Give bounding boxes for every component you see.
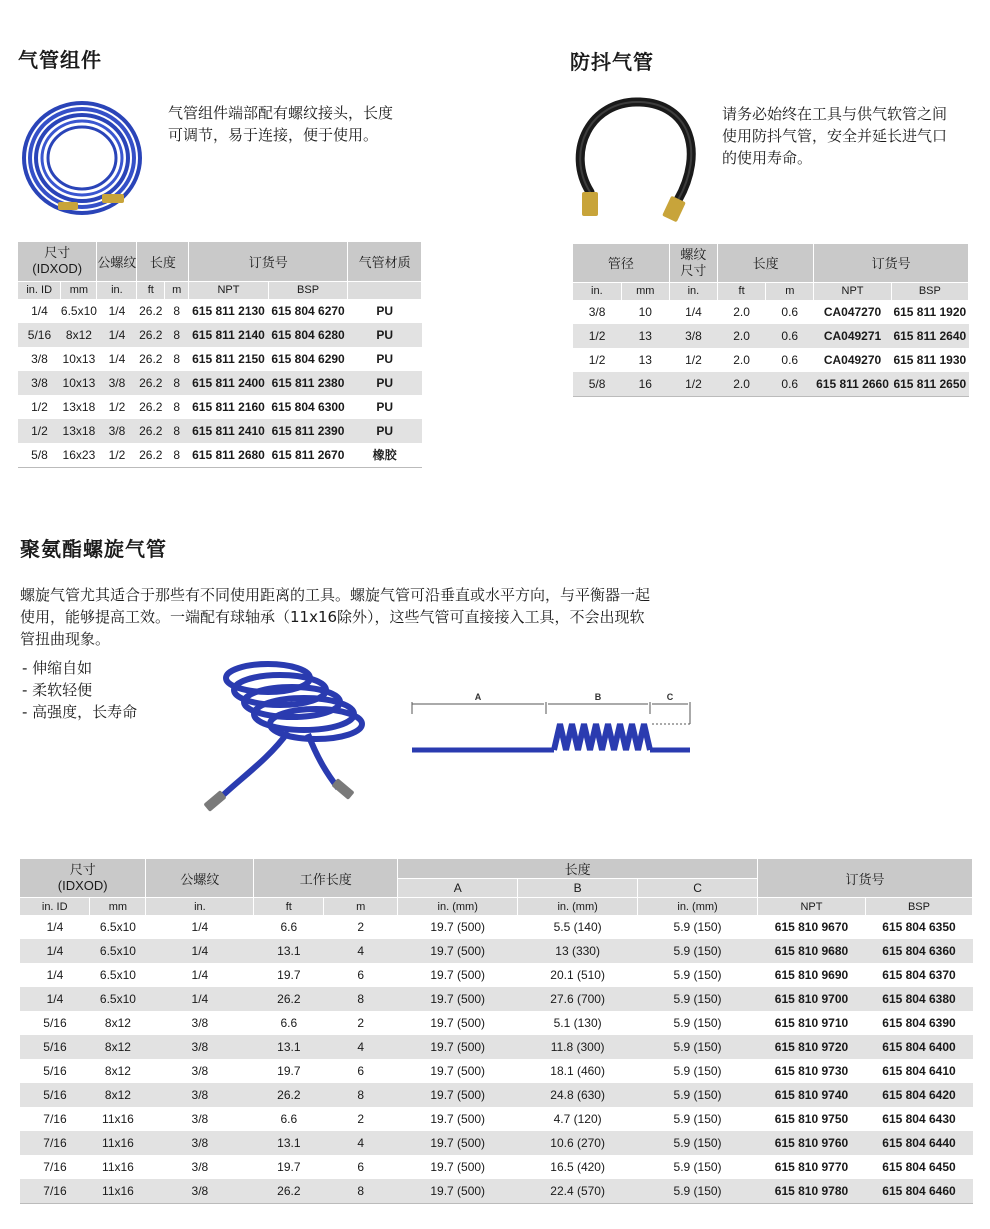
- label-b: B: [594, 692, 602, 702]
- table-cell: 19.7 (500): [430, 920, 486, 934]
- table-cell: 615 804 6460: [865, 1179, 972, 1204]
- table-cell: 615 810 9760: [758, 1131, 866, 1155]
- sub-in-mm-b: in. (mm): [518, 898, 638, 916]
- table-cell: 6.5x10: [99, 920, 136, 934]
- table-cell: 615 811 1920: [893, 304, 967, 319]
- table-cell: 11.8 (300): [518, 1035, 638, 1059]
- col-order-no: 订货号: [758, 859, 973, 898]
- table-cell: 8: [165, 419, 189, 443]
- table-cell: 8: [324, 987, 398, 1011]
- table-cell: 13: [621, 324, 669, 348]
- table-cell: 26.2: [254, 1083, 324, 1107]
- table-cell: 1/2: [685, 352, 702, 367]
- table-cell: 1/2: [108, 399, 126, 414]
- table-cell: 8: [173, 303, 181, 318]
- table-cell: 615 804 6390: [882, 1016, 956, 1030]
- description-line: 气管组件端部配有螺纹接头，长度: [168, 104, 394, 122]
- table-row: [20, 1131, 973, 1155]
- table-cell: 26.2: [139, 399, 163, 414]
- sub-empty: [348, 281, 422, 299]
- section3-description: [20, 584, 650, 650]
- section1-description: [168, 102, 393, 146]
- table-cell: 1/4: [685, 304, 702, 319]
- table-cell: 615 811 2140: [189, 323, 269, 347]
- sub-in-id: in. ID: [18, 281, 61, 299]
- col-thread: 公螺纹: [146, 859, 254, 898]
- table-cell: PU: [348, 419, 422, 443]
- table-cell: 615 810 9690: [774, 968, 849, 982]
- table-cell: 19.7 (500): [398, 1131, 518, 1155]
- table-cell: 22.4 (570): [518, 1179, 638, 1204]
- col-order-no: 订货号: [189, 242, 348, 281]
- table-row: [20, 1107, 973, 1131]
- table-cell: 5.9 (150): [673, 1016, 722, 1030]
- table-cell: 6.6: [280, 920, 298, 934]
- table-row: [18, 299, 422, 323]
- label-a: A: [474, 692, 482, 702]
- table-cell: 0.6: [781, 352, 799, 367]
- table-cell: 19.7 (500): [430, 1064, 486, 1078]
- table-cell: 10x13: [61, 371, 97, 395]
- table-cell: 18.1 (460): [550, 1064, 605, 1078]
- table-cell: 5.1 (130): [553, 1016, 602, 1030]
- table-cell: 11x16: [102, 1112, 134, 1126]
- table-cell: 11x16: [90, 1179, 146, 1204]
- table-cell: 615 804 6450: [882, 1160, 956, 1174]
- table-cell: 615 804 6400: [865, 1035, 972, 1059]
- sub-bsp: BSP: [268, 281, 348, 299]
- table-cell: 10x13: [62, 351, 96, 366]
- table-cell: 1/4: [20, 987, 90, 1011]
- label-c: C: [666, 692, 674, 702]
- table-cell: 5/16: [43, 1064, 67, 1078]
- whip-hose-image: [560, 92, 705, 224]
- table-cell: 615 810 9710: [774, 1016, 849, 1030]
- table-cell: 3/8: [191, 1112, 209, 1126]
- table-cell: 19.7 (500): [398, 987, 518, 1011]
- table-cell: 615 811 2650: [891, 372, 968, 397]
- table-cell: PU: [348, 371, 422, 395]
- col-thread-size: 螺纹 尺寸: [669, 244, 717, 282]
- table-cell: 13: [638, 352, 652, 367]
- table-cell: 1/4: [191, 920, 209, 934]
- table-cell: 5.9 (150): [673, 968, 722, 982]
- table-cell: 19.7 (500): [430, 1160, 486, 1174]
- table-row: [20, 963, 973, 987]
- sub-bsp: BSP: [865, 898, 972, 916]
- table-cell: 5.9 (150): [673, 1112, 722, 1126]
- description-line: 管扭曲现象。: [20, 630, 111, 648]
- table-cell: 8x12: [90, 1083, 146, 1107]
- table-cell: 5/8: [573, 372, 621, 397]
- section2-title: 防抖气管: [570, 50, 654, 74]
- table-cell: 615 804 6350: [882, 920, 956, 934]
- sub-m: m: [766, 282, 814, 300]
- table-cell: 1/4: [108, 351, 126, 366]
- table-cell: 7/16: [20, 1131, 90, 1155]
- table-cell: 3/8: [669, 324, 717, 348]
- table-cell: 13.1: [254, 1131, 324, 1155]
- table-cell: 1/4: [97, 323, 137, 347]
- table-cell: 3/8: [146, 1131, 254, 1155]
- table-cell: 1/2: [18, 419, 61, 443]
- table-cell: 5/16: [43, 1016, 67, 1030]
- table-cell: 1/4: [46, 920, 64, 934]
- table-cell: 26.2: [254, 1179, 324, 1204]
- table-cell: 615 804 6290: [271, 351, 345, 366]
- table-cell: PU: [348, 323, 422, 347]
- table-cell: 615 811 2640: [891, 324, 968, 348]
- table-row: [20, 1179, 973, 1204]
- table-cell: 615 811 2130: [192, 303, 265, 318]
- table-cell: 6.5x10: [60, 303, 97, 318]
- table-cell: 615 804 6440: [865, 1131, 972, 1155]
- description-line: 请务必始终在工具与供气软管之间: [722, 105, 948, 123]
- table-cell: 11x16: [102, 1160, 134, 1174]
- table-cell: 3/8: [146, 1179, 254, 1204]
- table-cell: 19.7: [277, 1160, 301, 1174]
- table-cell: 615 811 2160: [192, 399, 265, 414]
- table-cell: 19.7: [277, 1064, 301, 1078]
- table-cell: 615 810 9680: [758, 939, 866, 963]
- table-cell: 1/2: [669, 372, 717, 397]
- table-cell: 6.5x10: [99, 968, 136, 982]
- table-cell: 6: [357, 968, 365, 982]
- feature-list: [22, 657, 137, 723]
- table-cell: 19.7 (500): [430, 1112, 486, 1126]
- table-cell: 6.5x10: [90, 939, 146, 963]
- table-cell: 615 811 2150: [192, 351, 265, 366]
- table-cell: 4: [324, 939, 398, 963]
- table-cell: 4: [324, 1131, 398, 1155]
- table-cell: 8x12: [104, 1064, 131, 1078]
- table-row: [573, 324, 969, 348]
- table-cell: 5/16: [20, 1083, 90, 1107]
- table-cell: 2.0: [718, 324, 766, 348]
- table-cell: 1/4: [20, 939, 90, 963]
- table-cell: 8: [173, 351, 181, 366]
- table-cell: 7/16: [43, 1160, 67, 1174]
- table-cell: 615 810 9720: [758, 1035, 866, 1059]
- sub-in: in.: [573, 282, 621, 300]
- table-cell: 19.7 (500): [430, 1016, 486, 1030]
- sub-mm: mm: [61, 281, 97, 299]
- table-cell: 6.6: [280, 1112, 298, 1126]
- table-row: [573, 372, 969, 397]
- table-cell: 615 811 1930: [893, 352, 967, 367]
- col-thread: 公螺纹: [97, 242, 137, 281]
- sub-m: m: [324, 898, 398, 916]
- table-cell: 26.2: [137, 419, 165, 443]
- sub-ft: ft: [137, 281, 165, 299]
- table-cell: PU: [376, 351, 393, 366]
- table-cell: CA049270: [823, 352, 882, 367]
- feature-item: - 柔软轻便: [22, 681, 93, 699]
- table-cell: 1/2: [588, 352, 606, 367]
- table-cell: 10.6 (270): [518, 1131, 638, 1155]
- table-cell: 26.2: [139, 351, 163, 366]
- table-cell: 3/8: [191, 1064, 209, 1078]
- table-cell: 615 810 9700: [758, 987, 866, 1011]
- coil-hose-table: [20, 859, 973, 1204]
- hose-assembly-table: [18, 242, 422, 468]
- table-row: [573, 300, 969, 324]
- description-line: 螺旋气管尤其适合于那些有不同使用距离的工具。螺旋气管可沿垂直或水平方向，与平衡器一起: [20, 586, 651, 604]
- table-cell: 13x18: [61, 419, 97, 443]
- table-cell: 615 811 2660: [814, 372, 891, 397]
- table-cell: 5.9 (150): [638, 1131, 758, 1155]
- table-row: [20, 1059, 973, 1083]
- col-size: 尺寸 (IDXOD): [18, 242, 97, 281]
- table-cell: 0.6: [766, 324, 814, 348]
- table-cell: 2: [357, 1112, 365, 1126]
- table-cell: 2.0: [733, 304, 750, 319]
- table-cell: 橡胶: [348, 443, 422, 468]
- table-cell: PU: [376, 399, 393, 414]
- table-cell: 26.2: [137, 443, 165, 468]
- table-cell: 7/16: [43, 1112, 67, 1126]
- table-cell: 13 (330): [518, 939, 638, 963]
- table-row: [18, 419, 422, 443]
- table-cell: 26.2: [254, 987, 324, 1011]
- sub-in: in.: [146, 898, 254, 916]
- table-cell: 3/8: [146, 1035, 254, 1059]
- table-cell: 615 804 6300: [271, 399, 345, 414]
- sub-npt: NPT: [758, 898, 866, 916]
- table-cell: 8: [165, 443, 189, 468]
- table-row: [20, 939, 973, 963]
- table-cell: 6: [357, 1064, 365, 1078]
- table-cell: 8: [165, 371, 189, 395]
- table-cell: 615 810 9730: [774, 1064, 849, 1078]
- col-length-a: A: [398, 879, 518, 898]
- table-cell: 26.2: [139, 303, 163, 318]
- table-cell: 26.2: [137, 371, 165, 395]
- table-cell: 8: [173, 399, 181, 414]
- table-cell: 615 810 9770: [774, 1160, 849, 1174]
- table-cell: PU: [376, 303, 393, 318]
- table-cell: 5.9 (150): [638, 987, 758, 1011]
- sub-in-mm-c: in. (mm): [638, 898, 758, 916]
- col-order-no: 订货号: [814, 244, 969, 282]
- table-cell: 615 804 6430: [882, 1112, 956, 1126]
- table-cell: 5.9 (150): [638, 939, 758, 963]
- table-cell: 2: [357, 920, 365, 934]
- table-cell: 3/8: [18, 371, 61, 395]
- table-cell: 19.7 (500): [398, 1179, 518, 1204]
- table-cell: 5/16: [18, 323, 61, 347]
- sub-ft: ft: [254, 898, 324, 916]
- description-line: 的使用寿命。: [722, 149, 813, 167]
- table-cell: 8x12: [104, 1016, 131, 1030]
- description-line: 使用防抖气管，安全并延长进气口: [722, 127, 948, 145]
- table-cell: 615 804 6280: [268, 323, 348, 347]
- table-cell: 1/2: [31, 399, 48, 414]
- table-cell: 19.7 (500): [430, 968, 486, 982]
- table-cell: 615 804 6370: [882, 968, 956, 982]
- table-cell: 8: [324, 1179, 398, 1204]
- table-cell: 19.7 (500): [398, 1083, 518, 1107]
- table-cell: 615 811 2380: [268, 371, 348, 395]
- table-cell: 1/4: [31, 303, 48, 318]
- table-cell: 5.5 (140): [553, 920, 602, 934]
- table-cell: 3/8: [97, 371, 137, 395]
- table-cell: 27.6 (700): [518, 987, 638, 1011]
- description-line: 可调节，易于连接，便于使用。: [168, 126, 379, 144]
- table-cell: 6: [357, 1160, 365, 1174]
- table-cell: 0.6: [766, 372, 814, 397]
- table-cell: 615 811 2390: [268, 419, 348, 443]
- table-cell: 0.6: [781, 304, 799, 319]
- sub-in-id: in. ID: [20, 898, 90, 916]
- table-cell: 5/16: [20, 1035, 90, 1059]
- table-row: [20, 987, 973, 1011]
- table-cell: 2.0: [718, 372, 766, 397]
- table-cell: 5.9 (150): [673, 1160, 722, 1174]
- table-cell: 13x18: [62, 399, 96, 414]
- table-cell: 19.7: [277, 968, 301, 982]
- sub-ft: ft: [718, 282, 766, 300]
- table-cell: 3/8: [191, 1016, 209, 1030]
- table-cell: 8x12: [90, 1035, 146, 1059]
- table-cell: 1/4: [108, 303, 126, 318]
- table-cell: 4: [324, 1035, 398, 1059]
- table-cell: 8: [324, 1083, 398, 1107]
- section3-title: 聚氨酯螺旋气管: [20, 537, 167, 561]
- table-cell: 5.9 (150): [638, 1035, 758, 1059]
- table-row: [18, 371, 422, 395]
- table-cell: 615 811 2410: [189, 419, 269, 443]
- whip-hose-table: [573, 244, 969, 397]
- table-row: [20, 1035, 973, 1059]
- feature-item: - 高强度，长寿命: [22, 703, 138, 721]
- table-cell: 13.1: [254, 1035, 324, 1059]
- table-cell: 2: [357, 1016, 365, 1030]
- table-cell: 24.8 (630): [518, 1083, 638, 1107]
- table-cell: 1/4: [46, 968, 64, 982]
- table-cell: 1/2: [97, 443, 137, 468]
- feature-item: - 伸缩自如: [22, 659, 93, 677]
- sub-in: in.: [669, 282, 717, 300]
- col-size: 尺寸 (IDXOD): [20, 859, 146, 898]
- sub-in: in.: [97, 281, 137, 299]
- table-cell: 615 804 6420: [865, 1083, 972, 1107]
- col-length-b: B: [518, 879, 638, 898]
- col-length: 长度: [137, 242, 189, 281]
- col-length-c: C: [638, 879, 758, 898]
- table-cell: 5.9 (150): [638, 1083, 758, 1107]
- table-cell: 5.9 (150): [638, 1179, 758, 1204]
- table-cell: 5/8: [18, 443, 61, 468]
- sub-in-mm-a: in. (mm): [398, 898, 518, 916]
- table-cell: 19.7 (500): [398, 939, 518, 963]
- table-cell: 615 810 9670: [774, 920, 849, 934]
- table-cell: 6.6: [280, 1016, 298, 1030]
- description-line: 使用，能够提高工效。一端配有球轴承（11x16除外），这些气管可直接接入工具，不会出现软: [20, 608, 645, 626]
- table-row: [18, 395, 422, 419]
- hose-assembly-image: [18, 98, 146, 222]
- table-row: [573, 348, 969, 372]
- sub-npt: NPT: [189, 281, 269, 299]
- table-cell: 8x12: [61, 323, 97, 347]
- table-cell: 3/8: [31, 351, 48, 366]
- table-cell: CA049271: [814, 324, 891, 348]
- table-row: [20, 1011, 973, 1035]
- table-cell: 3/8: [97, 419, 137, 443]
- section1-title: 气管组件: [18, 48, 102, 72]
- table-row: [20, 1155, 973, 1179]
- table-row: [18, 323, 422, 347]
- sub-mm: mm: [90, 898, 146, 916]
- table-cell: 26.2: [137, 323, 165, 347]
- table-cell: 7/16: [20, 1179, 90, 1204]
- sub-m: m: [165, 281, 189, 299]
- coil-hose-image: [198, 650, 373, 815]
- table-cell: 4.7 (120): [553, 1112, 602, 1126]
- table-cell: 10: [638, 304, 652, 319]
- col-length: 长度: [718, 244, 814, 282]
- table-cell: 615 810 9780: [758, 1179, 866, 1204]
- table-cell: 11x16: [90, 1131, 146, 1155]
- col-diameter: 管径: [573, 244, 669, 282]
- table-cell: 615 811 2670: [268, 443, 348, 468]
- table-cell: 2.0: [733, 352, 750, 367]
- sub-mm: mm: [621, 282, 669, 300]
- table-cell: 19.7 (500): [398, 1035, 518, 1059]
- table-cell: 3/8: [191, 1160, 209, 1174]
- table-cell: 615 810 9740: [758, 1083, 866, 1107]
- table-row: [20, 915, 973, 939]
- table-cell: 615 810 9750: [774, 1112, 849, 1126]
- sub-npt: NPT: [814, 282, 891, 300]
- table-row: [18, 443, 422, 468]
- table-cell: 16x23: [61, 443, 97, 468]
- table-cell: 13.1: [254, 939, 324, 963]
- table-cell: 1/4: [146, 939, 254, 963]
- col-length: 长度: [398, 859, 758, 879]
- section2-description: [722, 103, 947, 169]
- table-cell: 615 811 2680: [189, 443, 269, 468]
- table-cell: 20.1 (510): [550, 968, 605, 982]
- table-cell: 16.5 (420): [550, 1160, 605, 1174]
- table-cell: 615 804 6380: [865, 987, 972, 1011]
- table-cell: 1/4: [146, 987, 254, 1011]
- table-cell: 5.9 (150): [673, 920, 722, 934]
- table-cell: 615 804 6410: [882, 1064, 956, 1078]
- table-cell: 16: [621, 372, 669, 397]
- table-cell: 1/4: [191, 968, 209, 982]
- coil-dimension-diagram: [408, 688, 693, 756]
- table-cell: 1/2: [573, 324, 621, 348]
- table-cell: CA047270: [823, 304, 882, 319]
- col-working-length: 工作长度: [254, 859, 398, 898]
- table-cell: 5.9 (150): [673, 1064, 722, 1078]
- table-cell: 615 811 2400: [189, 371, 269, 395]
- table-cell: 3/8: [588, 304, 606, 319]
- table-cell: 615 804 6270: [271, 303, 345, 318]
- table-row: [20, 1083, 973, 1107]
- table-cell: 3/8: [146, 1083, 254, 1107]
- col-material: 气管材质: [348, 242, 422, 281]
- sub-bsp: BSP: [891, 282, 968, 300]
- table-cell: 6.5x10: [90, 987, 146, 1011]
- table-cell: 8: [165, 323, 189, 347]
- table-row: [18, 347, 422, 371]
- table-cell: 615 804 6360: [865, 939, 972, 963]
